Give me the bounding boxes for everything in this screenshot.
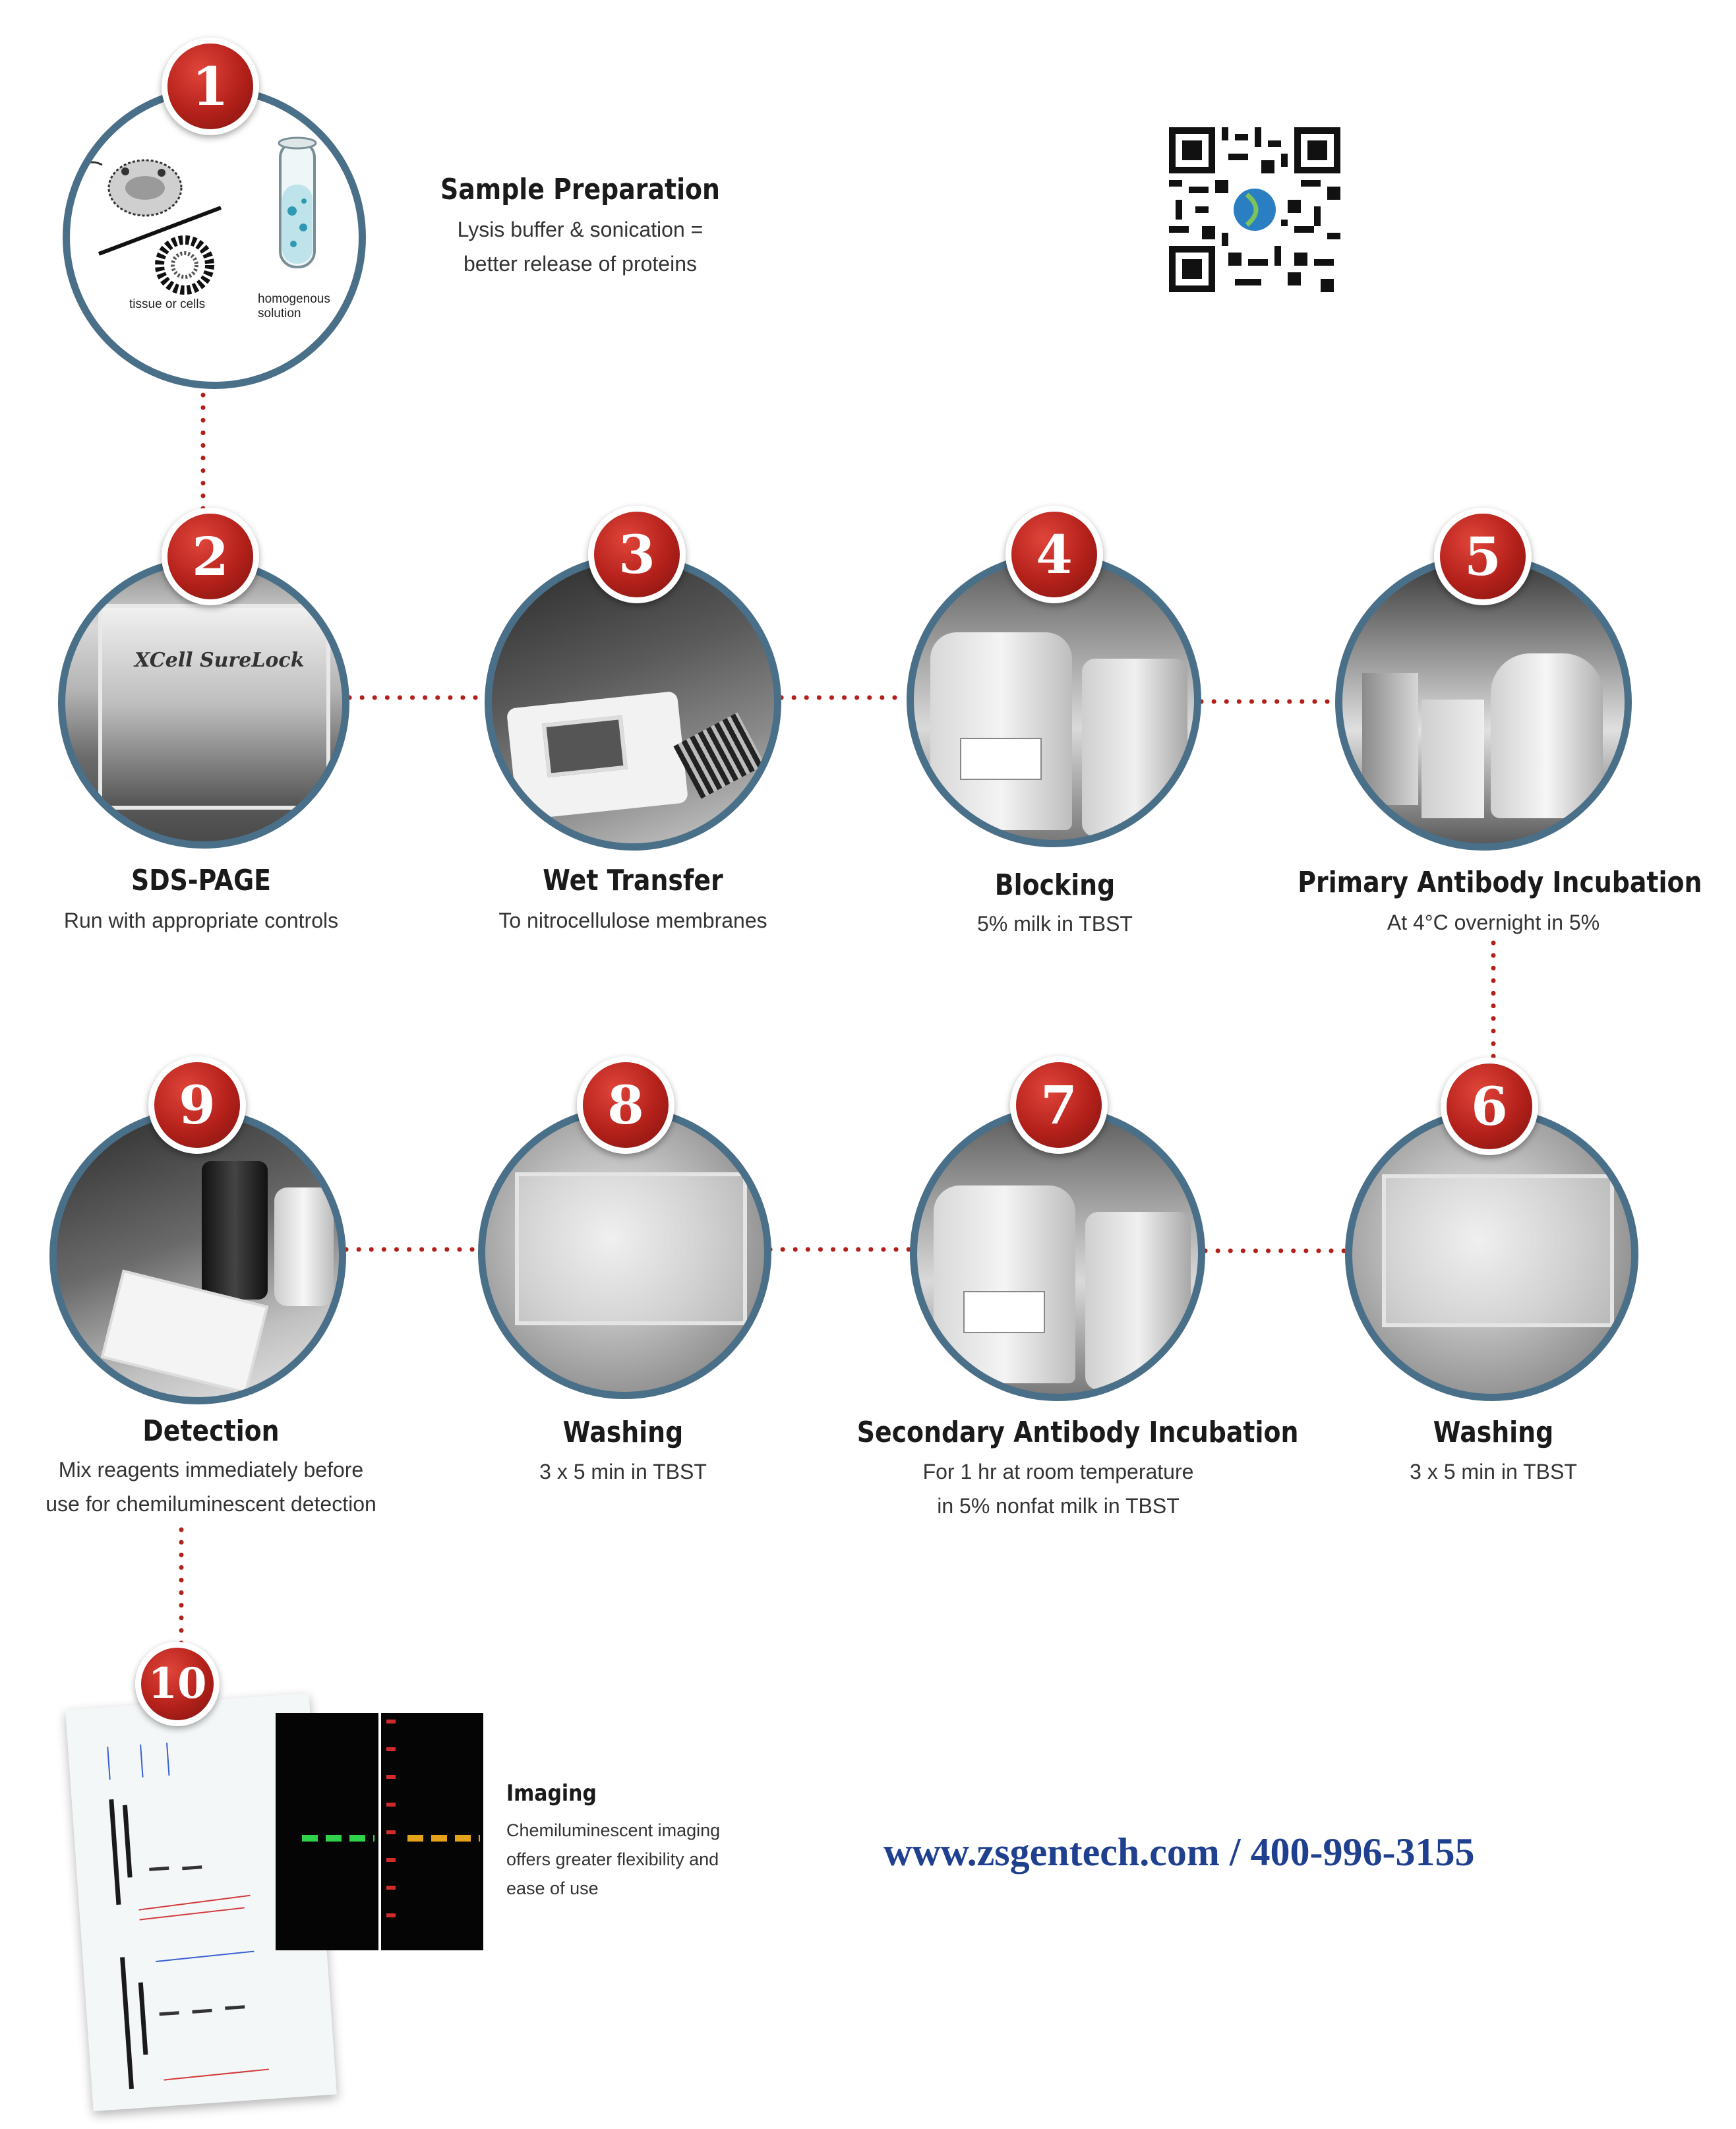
step-2-title: SDS-PAGE	[131, 864, 272, 897]
solution-label-1: homogenous	[258, 292, 330, 306]
step-6-title: Washing	[1433, 1416, 1554, 1449]
ladder-bands	[386, 1720, 396, 1917]
membrane-photo	[542, 715, 628, 777]
blot-image-merged	[381, 1713, 483, 1950]
bottle-1-photo	[930, 632, 1072, 830]
test-tube-icon	[279, 138, 316, 267]
white-bottle-photo	[274, 1187, 334, 1306]
step-1-title: Sample Preparation	[440, 173, 720, 206]
step-6-desc: 3 x 5 min in TBST	[1410, 1460, 1577, 1484]
merged-band-row	[407, 1835, 480, 1842]
step-9-desc-line-2: use for chemiluminescent detection	[45, 1492, 376, 1516]
xcell-label: XCell SureLock	[135, 649, 305, 672]
rack-photo	[673, 712, 765, 798]
step-9-title: Detection	[142, 1414, 280, 1448]
green-band-row	[302, 1835, 374, 1842]
step-4-badge: 4	[1005, 506, 1103, 603]
step-1-badge: 1	[162, 38, 259, 135]
step-8-desc: 3 x 5 min in TBST	[539, 1460, 707, 1484]
step-3-desc: To nitrocellulose membranes	[498, 909, 767, 932]
wash-tray-photo	[1382, 1174, 1614, 1327]
step-7-title: Secondary Antibody Incubation	[856, 1416, 1299, 1449]
step-1-desc-line-1: Lysis buffer & sonication =	[457, 218, 703, 241]
reagent-box-photo	[1422, 700, 1484, 818]
step-10-desc-line-1: Chemiluminescent imaging	[506, 1820, 721, 1840]
step-1-desc-line-2: better release of proteins	[464, 252, 697, 276]
cell-cluster-icon	[160, 240, 210, 290]
dark-bottle-photo	[202, 1161, 268, 1300]
step-9-badge: 9	[148, 1056, 246, 1154]
step-4-desc: 5% milk in TBST	[977, 912, 1133, 936]
bottle-label-photo	[960, 738, 1042, 780]
step-10-badge: 10	[135, 1642, 220, 1726]
step-3-title: Wet Transfer	[543, 864, 723, 897]
blot-image-green	[276, 1713, 378, 1950]
bottle-2-photo	[1082, 659, 1187, 837]
reagent-bottle-photo	[1491, 653, 1603, 818]
step-10-desc-line-3: ease of use	[506, 1878, 599, 1898]
bottle-2-photo-2	[1085, 1212, 1191, 1390]
step-4-title: Blocking	[994, 868, 1116, 902]
qr-code-icon	[1169, 127, 1340, 292]
gel-box-photo	[98, 604, 330, 810]
step-3-badge: 3	[588, 506, 686, 603]
step-5-title: Primary Antibody Incubation	[1298, 866, 1702, 899]
step-6-badge: 6	[1441, 1058, 1538, 1155]
website-contact-link[interactable]: www.zsgentech.com / 400-996-3155	[883, 1830, 1475, 1874]
step-5-desc: At 4°C overnight in 5%	[1387, 911, 1600, 934]
step-10-desc-line-2: offers greater flexibility and	[506, 1849, 719, 1869]
step-8-title: Washing	[562, 1416, 684, 1449]
step-2-desc: Run with appropriate controls	[63, 909, 339, 932]
step-7-desc-line-1: For 1 hr at room temperature	[922, 1460, 1194, 1484]
flask-photo	[1362, 673, 1418, 805]
step-2-badge: 2	[162, 508, 259, 605]
step-10-title: Imaging	[506, 1780, 597, 1807]
tissue-label: tissue or cells	[129, 297, 206, 311]
solution-label-2: solution	[258, 307, 301, 320]
bottle-label-photo-2	[963, 1291, 1045, 1333]
step-9-desc-line-1: Mix reagents immediately before	[58, 1458, 364, 1482]
step-7-desc-line-2: in 5% nonfat milk in TBST	[937, 1494, 1180, 1518]
step-5-badge: 5	[1434, 508, 1532, 605]
wash-tray-photo-2	[515, 1172, 747, 1325]
step-8-badge: 8	[577, 1056, 674, 1154]
mouse-icon	[82, 160, 181, 216]
bottle-1-photo-2	[934, 1185, 1075, 1383]
step-7-badge: 7	[1010, 1056, 1108, 1154]
